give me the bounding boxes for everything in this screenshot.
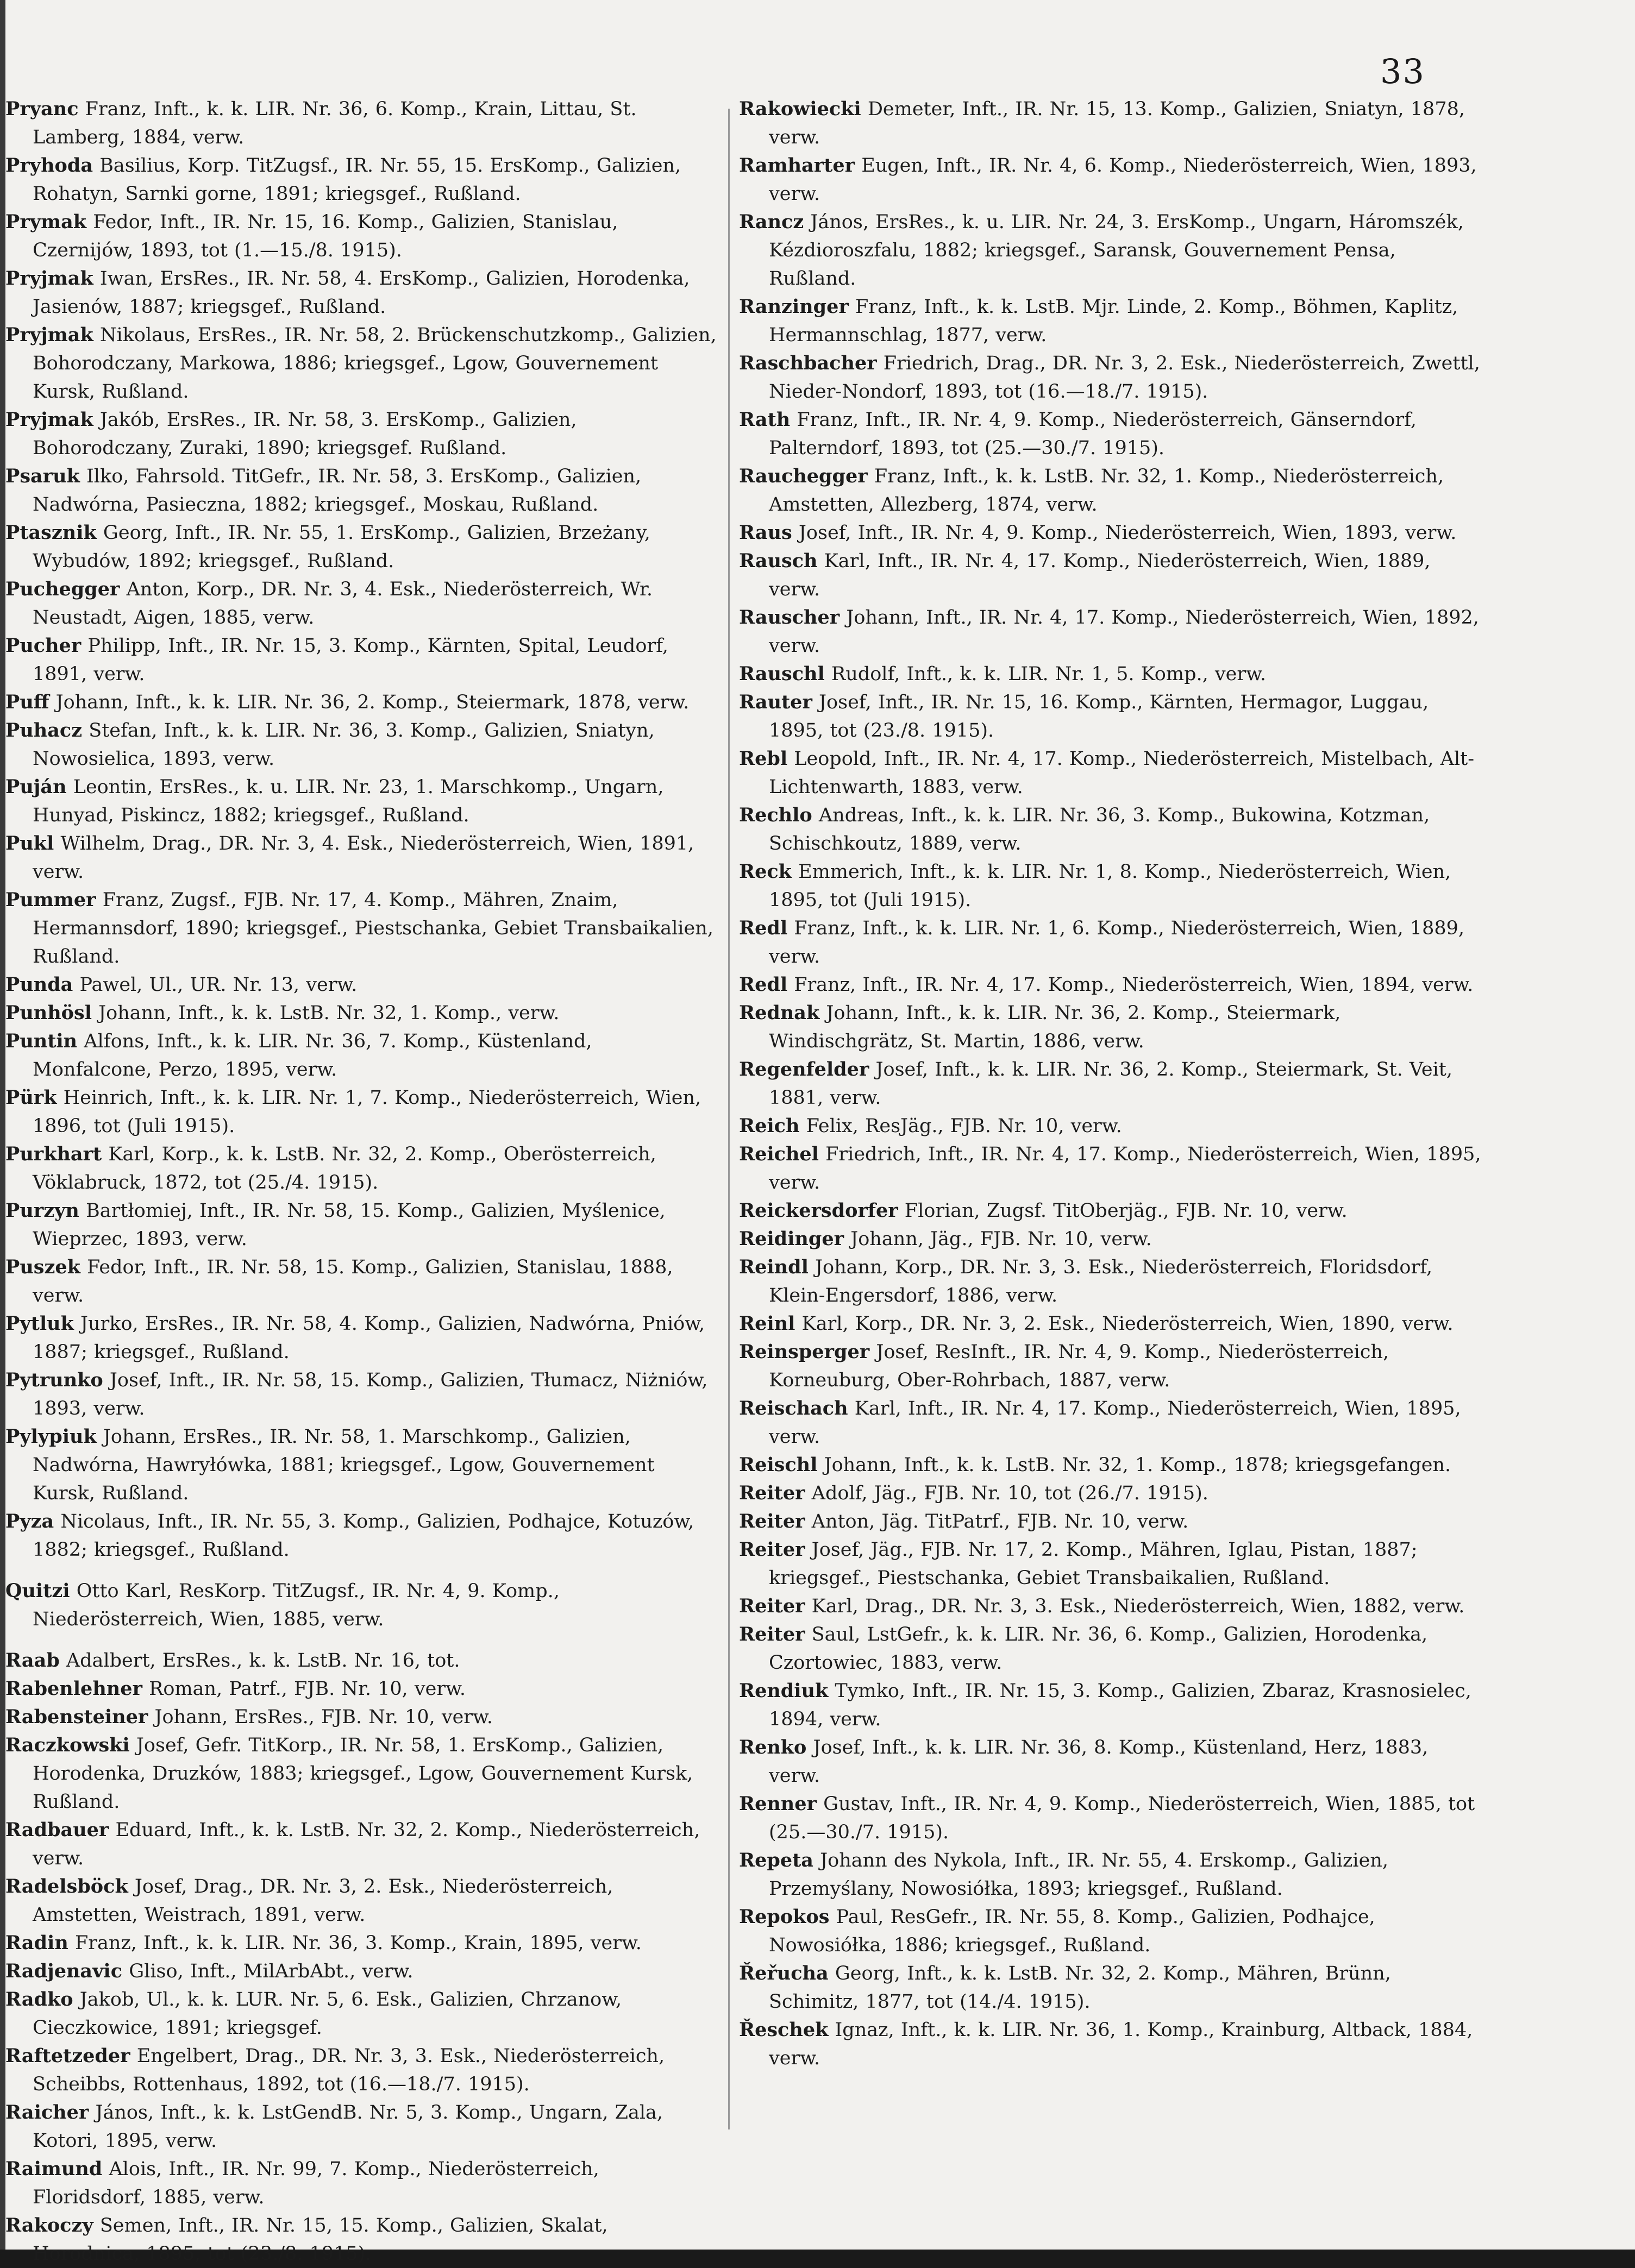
- entry-surname: Rancz: [739, 211, 804, 233]
- entry-details: Ilko, Fahrsold. TitGefr., IR. Nr. 58, 3. ErsKomp., Galizien, Nadwórna, Pasieczna, 1882; kriegsgef., Moskau, Rußland.: [33, 466, 642, 516]
- casualty-entry: [739, 1056, 1483, 1112]
- entry-surname: Reiter: [739, 1623, 805, 1645]
- casualty-entry: [739, 1959, 1483, 2016]
- entry-surname: Reiter: [739, 1510, 805, 1532]
- entry-details: Leontin, ErsRes., k. u. LIR. Nr. 23, 1. Marschkomp., Ungarn, Hunyad, Piskincz, 1882; kriegsgef., Rußland.: [33, 776, 664, 826]
- casualty-entry: [739, 349, 1483, 406]
- entry-surname: Rechlo: [739, 804, 812, 826]
- casualty-entry: [739, 1112, 1483, 1140]
- entry-surname: Reischl: [739, 1454, 818, 1476]
- entry-details: Josef, Inft., IR. Nr. 4, 9. Komp., Niederösterreich, Wien, 1893, verw.: [798, 522, 1457, 544]
- casualty-entry: [0, 717, 717, 773]
- entry-surname: Renner: [739, 1793, 817, 1815]
- casualty-entry: [0, 1084, 717, 1140]
- entry-surname: Rabensteiner: [5, 1706, 148, 1728]
- section-gap: [0, 1564, 717, 1577]
- entry-surname: Radjenavic: [5, 1960, 123, 1982]
- entry-surname: Pytluk: [5, 1312, 74, 1335]
- casualty-entry: [0, 2099, 717, 2155]
- entry-details: Karl, Drag., DR. Nr. 3, 3. Esk., Niederösterreich, Wien, 1882, verw.: [811, 1595, 1465, 1617]
- entry-details: Nikolaus, ErsRes., IR. Nr. 58, 2. Brückenschutzkomp., Galizien, Bohorodczany, Markowa, 1886; kriegsgef., Lgow, Gouvernement Kursk, Rußland.: [33, 324, 717, 403]
- casualty-entry: [0, 2212, 717, 2268]
- entry-surname: Radin: [5, 1932, 68, 1954]
- entry-details: Josef, Inft., IR. Nr. 58, 15. Komp., Galizien, Tłumacz, Niżniów, 1893, verw.: [33, 1369, 708, 1419]
- casualty-entry: [0, 632, 717, 688]
- page-number: 33: [1380, 52, 1425, 91]
- entry-surname: Raftetzeder: [5, 2045, 130, 2067]
- entry-details: Franz, Inft., k. k. LIR. Nr. 36, 3. Komp., Krain, 1895, verw.: [74, 1932, 642, 1954]
- casualty-entry: [0, 208, 717, 265]
- entry-details: Demeter, Inft., IR. Nr. 15, 13. Komp., Galizien, Sniatyn, 1878, verw.: [769, 98, 1465, 148]
- entry-details: Anton, Jäg. TitPatrf., FJB. Nr. 10, verw.: [811, 1511, 1189, 1532]
- entry-surname: Raschbacher: [739, 352, 877, 374]
- casualty-entry: [0, 1197, 717, 1253]
- entry-details: Johann, Inft., k. k. LstB. Nr. 32, 1. Komp., verw.: [98, 1002, 560, 1024]
- entry-surname: Pukl: [5, 832, 54, 855]
- casualty-entry: [739, 1338, 1483, 1394]
- entry-surname: Radko: [5, 1988, 73, 2011]
- casualty-entry: [0, 1310, 717, 1366]
- entry-surname: Ramharter: [739, 154, 855, 177]
- entry-surname: Pryjmak: [5, 324, 93, 346]
- entry-surname: Reidinger: [739, 1228, 844, 1250]
- casualty-entry: [0, 1366, 717, 1423]
- casualty-entry: [739, 858, 1483, 914]
- entry-surname: Rath: [739, 409, 791, 431]
- entry-surname: Reinsperger: [739, 1341, 870, 1363]
- casualty-entry: [0, 519, 717, 575]
- casualty-entry: [739, 1253, 1483, 1310]
- entry-surname: Reindl: [739, 1256, 809, 1278]
- casualty-entry: [739, 1733, 1483, 1790]
- entry-details: Fedor, Inft., IR. Nr. 58, 15. Komp., Galizien, Stanislau, 1888, verw.: [33, 1256, 673, 1306]
- entry-details: Eduard, Inft., k. k. LstB. Nr. 32, 2. Komp., Niederösterreich, verw.: [33, 1819, 700, 1869]
- casualty-entry: [0, 265, 717, 321]
- entry-details: Georg, Inft., IR. Nr. 55, 1. ErsKomp., Galizien, Brzeżany, Wybudów, 1892; kriegsgef., Rußland.: [33, 522, 650, 572]
- entry-details: Friedrich, Inft., IR. Nr. 4, 17. Komp., Niederösterreich, Wien, 1895, verw.: [769, 1144, 1481, 1193]
- casualty-entry: [739, 1790, 1483, 1846]
- section-gap: [0, 1634, 717, 1647]
- entry-details: Franz, Zugsf., FJB. Nr. 17, 4. Komp., Mähren, Znaim, Hermannsdorf, 1890; kriegsgef., Piestschanka, Gebiet Transbaikalien, Rußland.: [33, 889, 713, 967]
- entry-details: Felix, ResJäg., FJB. Nr. 10, verw.: [806, 1115, 1122, 1137]
- casualty-entry: [0, 688, 717, 717]
- entry-details: Josef, Jäg., FJB. Nr. 17, 2. Komp., Mähren, Iglau, Pistan, 1887; kriegsgef., Piestschanka, Gebiet Transbaikalien, Rußland.: [769, 1539, 1418, 1589]
- entry-surname: Punhösl: [5, 1002, 92, 1024]
- entry-details: Engelbert, Drag., DR. Nr. 3, 3. Esk., Niederösterreich, Scheibbs, Rottenhaus, 1892, tot (16.—18./7. 1915).: [33, 2045, 665, 2095]
- entry-details: Paul, ResGefr., IR. Nr. 55, 8. Komp., Galizien, Podhajce, Nowosiółka, 1886; kriegsgef., Rußland.: [769, 1906, 1375, 1956]
- casualty-entry: [0, 575, 717, 632]
- casualty-entry: [0, 1423, 717, 1507]
- entry-details: Georg, Inft., k. k. LstB. Nr. 32, 2. Komp., Mähren, Brünn, Schimitz, 1877, tot (14./4. 1915).: [769, 1963, 1391, 2013]
- casualty-entry: [0, 2042, 717, 2099]
- entry-details: Gliso, Inft., MilArbAbt., verw.: [129, 1961, 414, 1982]
- entry-surname: Repeta: [739, 1849, 813, 1871]
- entry-surname: Redl: [739, 917, 788, 939]
- entry-details: Anton, Korp., DR. Nr. 3, 4. Esk., Niederösterreich, Wr. Neustadt, Aigen, 1885, verw.: [33, 579, 653, 629]
- entry-details: Semen, Inft., IR. Nr. 15, 15. Komp., Galizien, Skalat, Horodnica, 1895, tot (23./8. 1915).: [33, 2215, 608, 2265]
- casualty-entry: [0, 1703, 717, 1731]
- casualty-entry: [739, 547, 1483, 604]
- casualty-entry: [0, 1957, 717, 1986]
- casualty-entry: [739, 1903, 1483, 1959]
- entry-surname: Reck: [739, 860, 792, 883]
- entry-surname: Raab: [5, 1649, 60, 1672]
- casualty-entry: [739, 1536, 1483, 1592]
- entry-surname: Rednak: [739, 1002, 820, 1024]
- casualty-entry: [0, 773, 717, 830]
- entry-surname: Puchegger: [5, 578, 120, 600]
- casualty-entry: [739, 1592, 1483, 1620]
- casualty-entry: [0, 462, 717, 519]
- entry-surname: Puszek: [5, 1256, 80, 1278]
- entry-surname: Reickersdorfer: [739, 1199, 898, 1222]
- entry-details: Johann, Inft., k. k. LstB. Nr. 32, 1. Komp., 1878; kriegsgefangen.: [824, 1454, 1451, 1476]
- entry-details: Johann, ErsRes., FJB. Nr. 10, verw.: [154, 1706, 493, 1728]
- entry-surname: Renko: [739, 1736, 807, 1758]
- entry-details: Karl, Inft., IR. Nr. 4, 17. Komp., Niederösterreich, Wien, 1895, verw.: [769, 1398, 1461, 1448]
- casualty-entry: [0, 1986, 717, 2042]
- entry-surname: Purzyn: [5, 1199, 79, 1222]
- entry-surname: Purkhart: [5, 1143, 102, 1165]
- casualty-entry: [0, 406, 717, 462]
- entry-surname: Radbauer: [5, 1819, 109, 1841]
- entry-surname: Rauchegger: [739, 465, 868, 487]
- entry-details: Wilhelm, Drag., DR. Nr. 3, 4. Esk., Niederösterreich, Wien, 1891, verw.: [33, 833, 694, 883]
- entry-surname: Puján: [5, 776, 67, 798]
- casualty-entry: [0, 971, 717, 999]
- entry-details: Heinrich, Inft., k. k. LIR. Nr. 1, 7. Komp., Niederösterreich, Wien, 1896, tot (Juli 1915).: [33, 1087, 701, 1137]
- entry-surname: Pylypiuk: [5, 1425, 97, 1448]
- entry-details: Jakób, ErsRes., IR. Nr. 58, 3. ErsKomp., Galizien, Bohorodczany, Zuraki, 1890; kriegsgef. Rußland.: [33, 409, 577, 459]
- casualty-entry: [739, 1507, 1483, 1536]
- entry-surname: Pucher: [5, 634, 82, 657]
- entry-details: Otto Karl, ResKorp. TitZugsf., IR. Nr. 4, 9. Komp., Niederösterreich, Wien, 1885, verw.: [33, 1580, 560, 1630]
- casualty-entry: [739, 801, 1483, 858]
- entry-details: Gustav, Inft., IR. Nr. 4, 9. Komp., Niederösterreich, Wien, 1885, tot (25.—30./7. 1915).: [769, 1793, 1475, 1843]
- entry-surname: Reinl: [739, 1312, 795, 1335]
- casualty-entry: [739, 1310, 1483, 1338]
- entry-details: Karl, Korp., k. k. LstB. Nr. 32, 2. Komp., Oberösterreich, Vöklabruck, 1872, tot (25./4. 1915).: [33, 1144, 656, 1193]
- casualty-entry: [739, 1677, 1483, 1733]
- entry-details: Josef, Gefr. TitKorp., IR. Nr. 58, 1. ErsKomp., Galizien, Horodenka, Druzków, 1883; kriegsgef., Lgow, Gouvernement Kursk, Rußland.: [33, 1735, 693, 1813]
- column-divider: [728, 109, 730, 2129]
- casualty-entry: [0, 95, 717, 152]
- casualty-entry: [739, 519, 1483, 547]
- entry-details: Emmerich, Inft., k. k. LIR. Nr. 1, 8. Komp., Niederösterreich, Wien, 1895, tot (Juli 1915).: [769, 861, 1451, 911]
- entry-surname: Rendiuk: [739, 1680, 829, 1702]
- entry-details: Alois, Inft., IR. Nr. 99, 7. Komp., Niederösterreich, Floridsdorf, 1885, verw.: [33, 2158, 599, 2208]
- entry-details: Leopold, Inft., IR. Nr. 4, 17. Komp., Niederösterreich, Mistelbach, Alt-Lichtenwarth, 1883, verw.: [769, 748, 1475, 798]
- entry-surname: Raicher: [5, 2101, 89, 2123]
- casualty-entry: [0, 1140, 717, 1197]
- entry-details: Stefan, Inft., k. k. LIR. Nr. 36, 3. Komp., Galizien, Sniatyn, Nowosielica, 1893, verw.: [33, 720, 655, 770]
- entry-details: Philipp, Inft., IR. Nr. 15, 3. Komp., Kärnten, Spital, Leudorf, 1891, verw.: [33, 635, 668, 685]
- entry-surname: Rabenlehner: [5, 1678, 142, 1700]
- entry-details: Jakob, Ul., k. k. LUR. Nr. 5, 6. Esk., Galizien, Chrzanow, Cieczkowice, 1891; kriegsgef.: [33, 1989, 622, 2039]
- entry-details: Basilius, Korp. TitZugsf., IR. Nr. 55, 15. ErsKomp., Galizien, Rohatyn, Sarnki gorne, 1891; kriegsgef., Rußland.: [33, 155, 681, 205]
- entry-surname: Řeřucha: [739, 1962, 829, 1984]
- entry-details: Friedrich, Drag., DR. Nr. 3, 2. Esk., Niederösterreich, Zwettl, Nieder-Nondorf, 1893, tot (16.—18./7. 1915).: [769, 353, 1480, 403]
- entry-surname: Pürk: [5, 1086, 57, 1109]
- entry-details: Johann, ErsRes., IR. Nr. 58, 1. Marschkomp., Galizien, Nadwórna, Hawryłówka, 1881; kriegsgef., Lgow, Gouvernement Kursk, Rußland.: [33, 1426, 655, 1504]
- entry-surname: Pryhoda: [5, 154, 93, 177]
- entry-surname: Radelsböck: [5, 1875, 128, 1898]
- entry-surname: Ptasznik: [5, 522, 97, 544]
- entry-surname: Rausch: [739, 550, 818, 572]
- entry-surname: Rauscher: [739, 606, 840, 629]
- entry-details: Pawel, Ul., UR. Nr. 13, verw.: [79, 974, 358, 996]
- casualty-entry: [0, 2155, 717, 2212]
- entry-details: Alfons, Inft., k. k. LIR. Nr. 36, 7. Komp., Küstenland, Monfalcone, Perzo, 1895, verw.: [33, 1031, 592, 1080]
- entry-details: Josef, Inft., k. k. LIR. Nr. 36, 8. Komp., Küstenland, Herz, 1883, verw.: [769, 1737, 1429, 1787]
- casualty-entry: [739, 1451, 1483, 1479]
- entry-details: Fedor, Inft., IR. Nr. 15, 16. Komp., Galizien, Stanislau, Czernijów, 1893, tot (1.—15./8. 1915).: [33, 211, 618, 261]
- entry-details: Ignaz, Inft., k. k. LIR. Nr. 36, 1. Komp., Krainburg, Altback, 1884, verw.: [769, 2019, 1473, 2069]
- entry-surname: Quitzi: [5, 1580, 70, 1602]
- entry-details: Josef, Inft., IR. Nr. 15, 16. Komp., Kärnten, Hermagor, Luggau, 1895, tot (23./8. 1915).: [769, 692, 1429, 742]
- entry-surname: Rakowiecki: [739, 98, 861, 120]
- entry-details: Franz, Inft., IR. Nr. 4, 9. Komp., Niederösterreich, Gänserndorf, Palterndorf, 1893, tot (25.—30./7. 1915).: [769, 409, 1417, 459]
- entry-surname: Reiter: [739, 1595, 805, 1617]
- entry-details: Johann, Inft., k. k. LIR. Nr. 36, 2. Komp., Steiermark, 1878, verw.: [55, 692, 690, 713]
- casualty-entry: [739, 914, 1483, 971]
- entry-surname: Rauschl: [739, 663, 825, 685]
- entry-surname: Pryjmak: [5, 409, 93, 431]
- entry-surname: Pytrunko: [5, 1369, 103, 1391]
- entry-details: János, ErsRes., k. u. LIR. Nr. 24, 3. ErsKomp., Ungarn, Háromszék, Kézdioroszfalu, 1882; kriegsgef., Saransk, Gouvernement Pensa, Rußland.: [769, 211, 1464, 290]
- entry-details: Adalbert, ErsRes., k. k. LstB. Nr. 16, tot.: [66, 1650, 460, 1672]
- entry-surname: Pryanc: [5, 98, 79, 120]
- casualty-entry: [739, 971, 1483, 999]
- entry-details: Eugen, Inft., IR. Nr. 4, 6. Komp., Niederösterreich, Wien, 1893, verw.: [769, 155, 1477, 205]
- entry-surname: Reiter: [739, 1538, 805, 1561]
- entry-details: Andreas, Inft., k. k. LIR. Nr. 36, 3. Komp., Bukowina, Kotzman, Schischkoutz, 1889, verw.: [769, 805, 1430, 855]
- entry-details: Franz, Inft., k. k. LIR. Nr. 36, 6. Komp., Krain, Littau, St. Lamberg, 1884, verw.: [33, 98, 637, 148]
- entry-surname: Rakoczy: [5, 2214, 93, 2236]
- entry-surname: Raimund: [5, 2158, 103, 2180]
- casualty-entry: [0, 1647, 717, 1675]
- entry-surname: Punda: [5, 973, 73, 996]
- entry-details: Franz, Inft., k. k. LstB. Mjr. Linde, 2. Komp., Böhmen, Kaplitz, Hermannschlag, 1877, verw.: [769, 296, 1458, 346]
- casualty-entry: [739, 999, 1483, 1056]
- entry-surname: Raus: [739, 522, 792, 544]
- casualty-entry: [0, 1577, 717, 1634]
- casualty-entry: [739, 1140, 1483, 1197]
- entry-details: Iwan, ErsRes., IR. Nr. 58, 4. ErsKomp., Galizien, Horodenka, Jasienów, 1887; kriegsgef., Rußland.: [33, 268, 690, 318]
- right-column: [739, 95, 1483, 2072]
- casualty-entry: [0, 1507, 717, 1564]
- casualty-entry: [739, 1846, 1483, 1903]
- casualty-entry: [739, 208, 1483, 293]
- entry-details: Florian, Zugsf. TitOberjäg., FJB. Nr. 10, verw.: [904, 1200, 1348, 1222]
- entry-surname: Puff: [5, 691, 49, 713]
- entry-surname: Reich: [739, 1115, 800, 1137]
- entry-details: Karl, Korp., DR. Nr. 3, 2. Esk., Niederösterreich, Wien, 1890, verw.: [801, 1313, 1454, 1335]
- entry-surname: Pummer: [5, 889, 96, 911]
- casualty-entry: [739, 688, 1483, 745]
- entry-surname: Raczkowski: [5, 1734, 130, 1756]
- entry-details: Franz, Inft., IR. Nr. 4, 17. Komp., Niederösterreich, Wien, 1894, verw.: [794, 974, 1474, 996]
- entry-details: Bartłomiej, Inft., IR. Nr. 58, 15. Komp., Galizien, Myślenice, Wieprzec, 1893, verw.: [33, 1200, 666, 1250]
- entry-surname: Reischach: [739, 1397, 848, 1419]
- entry-surname: Řeschek: [739, 2019, 829, 2041]
- entry-details: Tymko, Inft., IR. Nr. 15, 3. Komp., Galizien, Zbaraz, Krasnosielec, 1894, verw.: [769, 1680, 1471, 1730]
- entry-details: Adolf, Jäg., FJB. Nr. 10, tot (26./7. 1915).: [811, 1482, 1208, 1504]
- entry-details: Josef, Inft., k. k. LIR. Nr. 36, 2. Komp., Steiermark, St. Veit, 1881, verw.: [769, 1059, 1452, 1109]
- casualty-entry: [0, 830, 717, 886]
- casualty-entry: [739, 462, 1483, 519]
- entry-details: Jurko, ErsRes., IR. Nr. 58, 4. Komp., Galizien, Nadwórna, Pniów, 1887; kriegsgef., Rußland.: [33, 1313, 705, 1363]
- entry-details: Johann, Jäg., FJB. Nr. 10, verw.: [850, 1228, 1152, 1250]
- casualty-entry: [739, 406, 1483, 462]
- entry-details: Karl, Inft., IR. Nr. 4, 17. Komp., Niederösterreich, Wien, 1889, verw.: [769, 550, 1431, 600]
- entry-surname: Ranzinger: [739, 296, 849, 318]
- casualty-entry: [0, 1253, 717, 1310]
- left-column: [0, 95, 717, 2268]
- entry-surname: Regenfelder: [739, 1058, 869, 1080]
- casualty-entry: [0, 152, 717, 208]
- entry-surname: Reichel: [739, 1143, 819, 1165]
- entry-surname: Rauter: [739, 691, 812, 713]
- entry-details: Johann, Korp., DR. Nr. 3, 3. Esk., Niederösterreich, Floridsdorf, Klein-Engersdorf, 1886, verw.: [769, 1256, 1433, 1306]
- entry-details: Johann, Inft., IR. Nr. 4, 17. Komp., Niederösterreich, Wien, 1892, verw.: [769, 607, 1479, 657]
- casualty-entry: [739, 1394, 1483, 1451]
- casualty-entry: [739, 95, 1483, 152]
- entry-surname: Redl: [739, 973, 788, 996]
- entry-details: Nicolaus, Inft., IR. Nr. 55, 3. Komp., Galizien, Podhajce, Kotuzów, 1882; kriegsgef., Rußland.: [33, 1511, 694, 1561]
- casualty-entry: [0, 321, 717, 406]
- entry-surname: Reiter: [739, 1482, 805, 1504]
- entry-details: Rudolf, Inft., k. k. LIR. Nr. 1, 5. Komp., verw.: [831, 663, 1266, 685]
- casualty-entry: [0, 1929, 717, 1957]
- casualty-entry: [0, 1027, 717, 1084]
- casualty-entry: [0, 1873, 717, 1929]
- entry-surname: Rebl: [739, 747, 788, 770]
- casualty-entry: [739, 1479, 1483, 1507]
- entry-surname: Puntin: [5, 1030, 78, 1052]
- entry-details: Franz, Inft., k. k. LstB. Nr. 32, 1. Komp., Niederösterreich, Amstetten, Allezberg, 1874, verw.: [769, 466, 1444, 516]
- casualty-entry: [0, 999, 717, 1027]
- entry-details: Josef, Drag., DR. Nr. 3, 2. Esk., Niederösterreich, Amstetten, Weistrach, 1891, verw.: [33, 1876, 613, 1926]
- entry-surname: Prymak: [5, 211, 87, 233]
- casualty-entry: [739, 293, 1483, 349]
- casualty-entry: [739, 745, 1483, 801]
- entry-details: Franz, Inft., k. k. LIR. Nr. 1, 6. Komp., Niederösterreich, Wien, 1889, verw.: [769, 918, 1464, 967]
- entry-surname: Puhacz: [5, 719, 83, 742]
- entry-details: János, Inft., k. k. LstGendB. Nr. 5, 3. Komp., Ungarn, Zala, Kotori, 1895, verw.: [33, 2102, 663, 2152]
- entry-details: Saul, LstGefr., k. k. LIR. Nr. 36, 6. Komp., Galizien, Horodenka, Czortowiec, 1883, verw.: [769, 1624, 1428, 1674]
- casualty-entry: [739, 660, 1483, 688]
- casualty-entry: [0, 1731, 717, 1816]
- casualty-entry: [0, 1675, 717, 1703]
- casualty-entry: [739, 1225, 1483, 1253]
- casualty-entry: [0, 1816, 717, 1873]
- entry-details: Johann des Nykola, Inft., IR. Nr. 55, 4. Erskomp., Galizien, Przemyślany, Nowosiółka, 1893; kriegsgef., Rußland.: [769, 1850, 1388, 1900]
- casualty-entry: [739, 604, 1483, 660]
- entry-details: Roman, Patrf., FJB. Nr. 10, verw.: [149, 1678, 466, 1700]
- casualty-entry: [0, 886, 717, 971]
- entry-details: Josef, ResInft., IR. Nr. 4, 9. Komp., Niederösterreich, Korneuburg, Ober-Rohrbach, 1887, verw.: [769, 1341, 1389, 1391]
- entry-surname: Psaruk: [5, 465, 80, 487]
- entry-surname: Pyza: [5, 1510, 54, 1532]
- casualty-entry: [739, 1620, 1483, 1677]
- casualty-entry: [739, 152, 1483, 208]
- casualty-entry: [739, 1197, 1483, 1225]
- casualty-entry: [739, 2016, 1483, 2072]
- entry-surname: Pryjmak: [5, 267, 93, 290]
- entry-details: Johann, Inft., k. k. LIR. Nr. 36, 2. Komp., Steiermark, Windischgrätz, St. Martin, 1886, verw.: [769, 1002, 1341, 1052]
- entry-surname: Repokos: [739, 1906, 830, 1928]
